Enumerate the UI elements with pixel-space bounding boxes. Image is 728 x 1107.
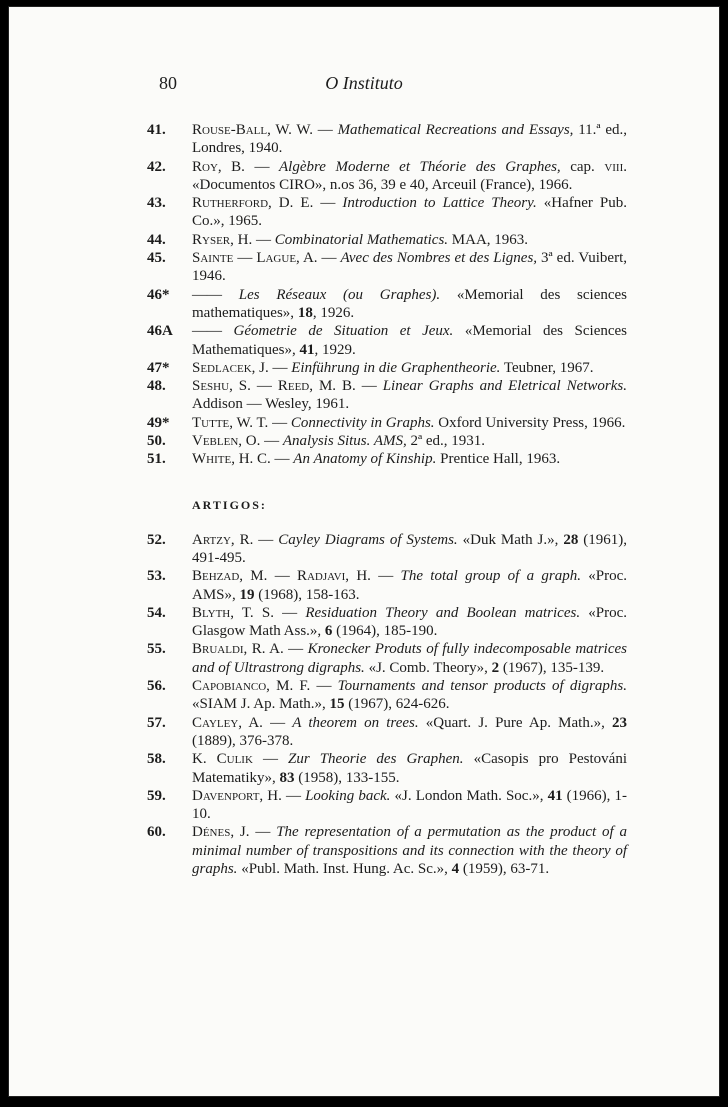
page <box>8 6 720 1097</box>
entry-text: — <box>262 714 293 731</box>
entry-text: — <box>312 122 338 138</box>
bibliography-entry <box>147 158 627 195</box>
entry-text: (1967), 624-626. <box>344 696 450 713</box>
entry-author: Sainte — Lague, A. <box>192 250 318 267</box>
entry-text: «Proc. AMS», <box>192 568 628 603</box>
entry-text: «Publ. Math. Inst. Hung. Ac. Sc.», <box>237 860 452 877</box>
entry-text: «Memorial des sciences mathematiques», <box>192 286 628 321</box>
entry-author: Brualdi, R. A. <box>192 641 284 658</box>
entry-number: 51. <box>147 451 166 468</box>
entry-title: Mathematical Recreations and Essays, <box>337 122 574 138</box>
entry-text: (1967), 135-139. <box>499 659 605 676</box>
entry-text: (1968), 158-163. <box>254 586 360 603</box>
entry-author: Davenport, H. <box>192 787 282 804</box>
entry-text: — <box>313 195 343 212</box>
entry-title: Algèbre Moderne et Théorie des Graphes, <box>279 158 561 175</box>
bibliography <box>147 121 627 878</box>
bibliography-entry <box>147 787 627 824</box>
bibliography-entry <box>147 567 627 604</box>
bibliography-entry <box>147 714 627 751</box>
entry-number: 46A <box>147 323 173 340</box>
entry-title: Residuation Theory and Boolean matrices. <box>305 604 581 621</box>
entry-volume: 28 <box>563 531 579 548</box>
page-header <box>9 73 719 99</box>
entry-text: — <box>268 414 291 431</box>
entry-text: — <box>267 568 297 585</box>
entry-author: Capobianco, M. F. <box>192 678 311 695</box>
entry-text: cap. <box>560 158 605 175</box>
entry-author: Veblen, O. <box>192 433 261 450</box>
entry-text: — <box>273 604 306 621</box>
bibliography-entry <box>147 604 627 641</box>
bibliography-entry <box>147 322 627 359</box>
entry-number: 50. <box>147 433 166 450</box>
entry-volume: 41 <box>547 787 563 804</box>
entry-text: (1889), 376-378. <box>192 732 294 749</box>
entry-text: —— <box>192 286 239 303</box>
entry-number: 44. <box>147 231 166 248</box>
entry-number: 52. <box>147 531 166 548</box>
section-heading-artigos: ARTIGOS: <box>192 497 267 512</box>
entry-text: «Memorial des Sciences Mathematiques», <box>192 323 628 358</box>
entry-text: . «Documentos CIRO», n.os 36, 39 e 40, Arceuil (France), 1966. <box>192 158 627 193</box>
entry-text: Teubner, 1967. <box>500 359 594 376</box>
entry-author: Tutte, W. T. <box>192 414 269 431</box>
entry-text: — <box>355 378 383 395</box>
entry-volume: 4 <box>451 860 460 877</box>
entry-number: 45. <box>147 250 166 267</box>
entry-text: (1959), 63-71. <box>459 860 550 877</box>
entry-text: 3ª ed. Vuibert, 1946. <box>192 250 627 285</box>
entry-text: «Duk Math J.», <box>457 531 564 548</box>
entry-title: The total group of a graph. <box>400 568 581 585</box>
entry-author: Ryser, H. <box>192 231 253 248</box>
entry-title: Cayley Diagrams of Systems. <box>278 531 458 548</box>
entry-text: 2ª ed., 1931. <box>406 433 486 450</box>
bibliography-entry <box>147 194 627 231</box>
entry-text: (1958), 133-155. <box>294 769 400 786</box>
entry-author: Culik <box>216 751 253 768</box>
entry-text: — <box>270 451 294 468</box>
entry-text: Addison — Wesley, 1961. <box>192 396 350 413</box>
running-title: O Instituto <box>325 73 403 93</box>
entry-number: 43. <box>147 195 166 212</box>
entry-title: Linear Graphs and Eletrical Networks. <box>382 378 628 395</box>
entry-text: «Proc. Glasgow Math Ass.», <box>192 604 627 640</box>
entry-number: 57. <box>147 714 166 731</box>
entry-volume: 6 <box>324 623 333 640</box>
entry-title: Tournaments and tensor products of digraphs. <box>337 678 627 695</box>
entry-number: 60. <box>147 824 166 841</box>
entry-text: — <box>310 678 338 695</box>
entry-text: (1964), 185-190. <box>332 623 438 640</box>
books-list <box>147 121 627 469</box>
entry-text: — <box>260 433 283 450</box>
entry-text: — <box>253 531 279 548</box>
entry-title: Les Réseaux (ou Graphes). <box>238 286 441 303</box>
entry-author: Cayley, A. <box>192 714 263 731</box>
entry-text: «Casopis pro Pestováni Matematiky», <box>192 751 627 786</box>
entry-text: — <box>249 824 277 841</box>
entry-title: Géometrie de Situation et Jeux. <box>233 323 454 340</box>
bibliography-entry <box>147 231 627 249</box>
entry-text: «SIAM J. Ap. Math.», <box>192 696 330 713</box>
entry-number: 46* <box>147 286 170 303</box>
entry-author: Dénes, J. <box>192 824 250 841</box>
bibliography-entry <box>147 286 627 323</box>
entry-title: Zur Theorie des Graphen. <box>288 751 464 768</box>
entry-volume: 23 <box>612 714 627 731</box>
entry-volume: 2 <box>491 659 500 676</box>
entry-number: 47* <box>147 359 170 376</box>
entry-text: — <box>252 231 275 248</box>
bibliography-entry <box>147 249 627 286</box>
entry-number: 48. <box>147 378 166 395</box>
bibliography-entry <box>147 450 627 468</box>
page-number: 80 <box>159 73 177 93</box>
entry-volume: 41 <box>299 341 315 358</box>
entry-text: (1961), 491-495. <box>192 531 628 566</box>
bibliography-entry <box>147 432 627 450</box>
entry-author: Radjavi, H. <box>296 568 371 585</box>
entry-text: «J. Comb. Theory», <box>364 659 492 676</box>
entry-number: 41. <box>147 122 166 138</box>
bibliography-entry <box>147 377 627 414</box>
entry-title: Einführung in die Graphentheorie. <box>291 359 501 376</box>
entry-author: Rouse-Ball, W. W. <box>192 122 313 138</box>
entry-title: The representation of a permutation as the product of a minimal number of transpositions and its connection with the theory of graphs. <box>192 824 628 877</box>
entry-author: Blyth, T. S. <box>192 604 274 621</box>
entry-text: MAA, 1963. <box>448 231 529 248</box>
entry-text: — <box>283 641 308 658</box>
entry-title: Avec des Nombres et des Lignes, <box>340 250 538 267</box>
entry-text: 11.ª ed., Londres, 1940. <box>192 122 627 157</box>
entry-author: Sedlacek, J. <box>192 359 269 376</box>
entry-text: «Hafner Pub. Co.», 1965. <box>192 195 628 230</box>
entry-volume: 15 <box>329 696 345 713</box>
entry-number: 59. <box>147 787 166 804</box>
entry-number: 58. <box>147 751 166 768</box>
bibliography-entry <box>147 121 627 158</box>
entry-text: «Quart. J. Pure Ap. Math.», <box>418 714 612 731</box>
entry-text: Oxford University Press, 1966. <box>434 414 626 431</box>
bibliography-entry <box>147 359 627 377</box>
entry-author: Reed, M. B. <box>277 378 356 395</box>
entry-text: Prentice Hall, 1963. <box>436 451 561 468</box>
bibliography-entry <box>147 414 627 432</box>
entry-text: K. <box>192 751 217 768</box>
entry-volume: 18 <box>297 304 313 321</box>
entry-number: 54. <box>147 604 166 621</box>
entry-number: 53. <box>147 568 166 585</box>
entry-title: A theorem on trees. <box>292 714 419 731</box>
entry-author: viii <box>604 158 624 175</box>
entry-number: 49* <box>147 414 170 431</box>
entry-volume: 83 <box>279 769 295 786</box>
entry-text: — <box>317 250 341 267</box>
entry-text: — <box>244 158 280 175</box>
bibliography-entry <box>147 531 627 568</box>
entry-title: An Anatomy of Kinship. <box>293 451 437 468</box>
entry-title: Analysis Situs. AMS, <box>282 433 407 450</box>
entry-number: 56. <box>147 678 166 695</box>
entry-title: Introduction to Lattice Theory. <box>342 195 537 212</box>
entry-author: Artzy, R. <box>192 531 254 548</box>
entry-number: 55. <box>147 641 166 658</box>
entry-text: , 1926. <box>312 304 355 321</box>
entry-text: — <box>250 378 278 395</box>
entry-text: — <box>370 568 401 585</box>
entry-author: White, H. C. <box>192 451 271 468</box>
bibliography-entry <box>147 823 627 878</box>
articles-list <box>147 531 627 879</box>
entry-text: , 1929. <box>314 341 356 358</box>
entry-text: «J. London Math. Soc.», <box>390 787 548 804</box>
entry-text: — <box>252 751 288 768</box>
entry-text: (1966), 1-10. <box>192 787 627 823</box>
bibliography-entry <box>147 677 627 714</box>
entry-title: Combinatorial Mathematics. <box>274 231 449 248</box>
bibliography-entry <box>147 640 627 677</box>
entry-title: Connectivity in Graphs. <box>290 414 435 431</box>
entry-author: Behzad, M. <box>192 568 268 585</box>
entry-author: Rutherford, D. E. <box>192 195 314 212</box>
entry-author: Seshu, S. <box>192 378 251 395</box>
entry-text: —— <box>192 323 234 340</box>
entry-title: Looking back. <box>305 787 391 804</box>
entry-title: Kronecker Produts of fully indecomposable matrices and of Ultrastrong digraphs. <box>192 641 627 676</box>
entry-volume: 19 <box>239 586 255 603</box>
entry-author: Roy, B. <box>192 158 245 175</box>
bibliography-entry <box>147 750 627 787</box>
entry-number: 42. <box>147 158 166 175</box>
entry-text: — <box>281 787 306 804</box>
entry-text: — <box>268 359 292 376</box>
